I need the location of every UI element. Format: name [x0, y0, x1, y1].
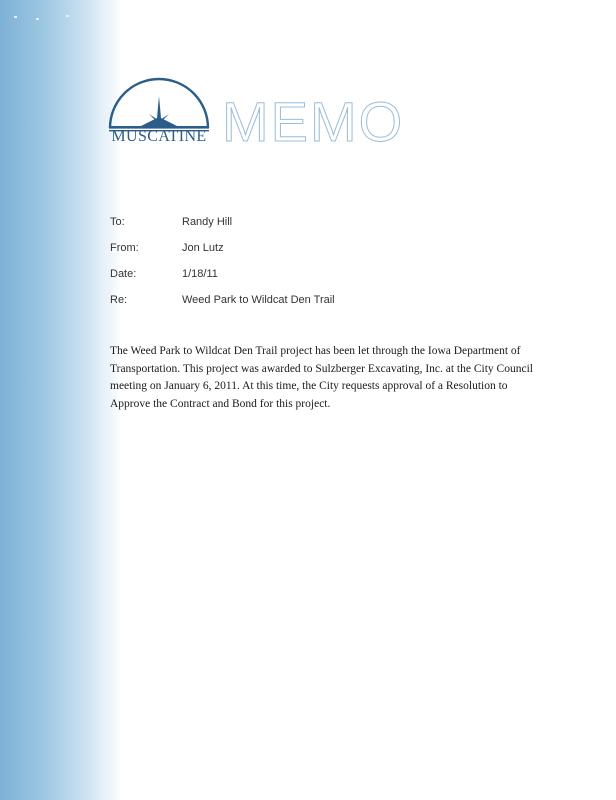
date-value: 1/18/11 — [182, 268, 218, 280]
blue-sidebar-stripe — [0, 0, 122, 800]
logo-wordmark: MUSCATINE — [111, 128, 207, 145]
memo-body-paragraph: The Weed Park to Wildcat Den Trail project has been let through the Iowa Department of Transportation. This project was awarded to Sulzberger Excavating, Inc. at the City Council meeting on January 6, 2011. At this time, the City requests approval of a Resolution to Approve the Contract and Bond for this project. — [110, 345, 533, 410]
scan-speck — [14, 16, 17, 18]
memo-title: MEMO — [222, 90, 405, 153]
from-label: From: — [110, 242, 139, 254]
scan-speck — [66, 15, 69, 17]
to-label: To: — [110, 216, 125, 228]
from-value: Jon Lutz — [182, 242, 224, 254]
to-value: Randy Hill — [182, 216, 233, 228]
scan-speck — [36, 18, 39, 20]
date-label: Date: — [110, 268, 137, 280]
re-label: Re: — [110, 294, 128, 306]
re-value: Weed Park to Wildcat Den Trail — [182, 294, 335, 306]
